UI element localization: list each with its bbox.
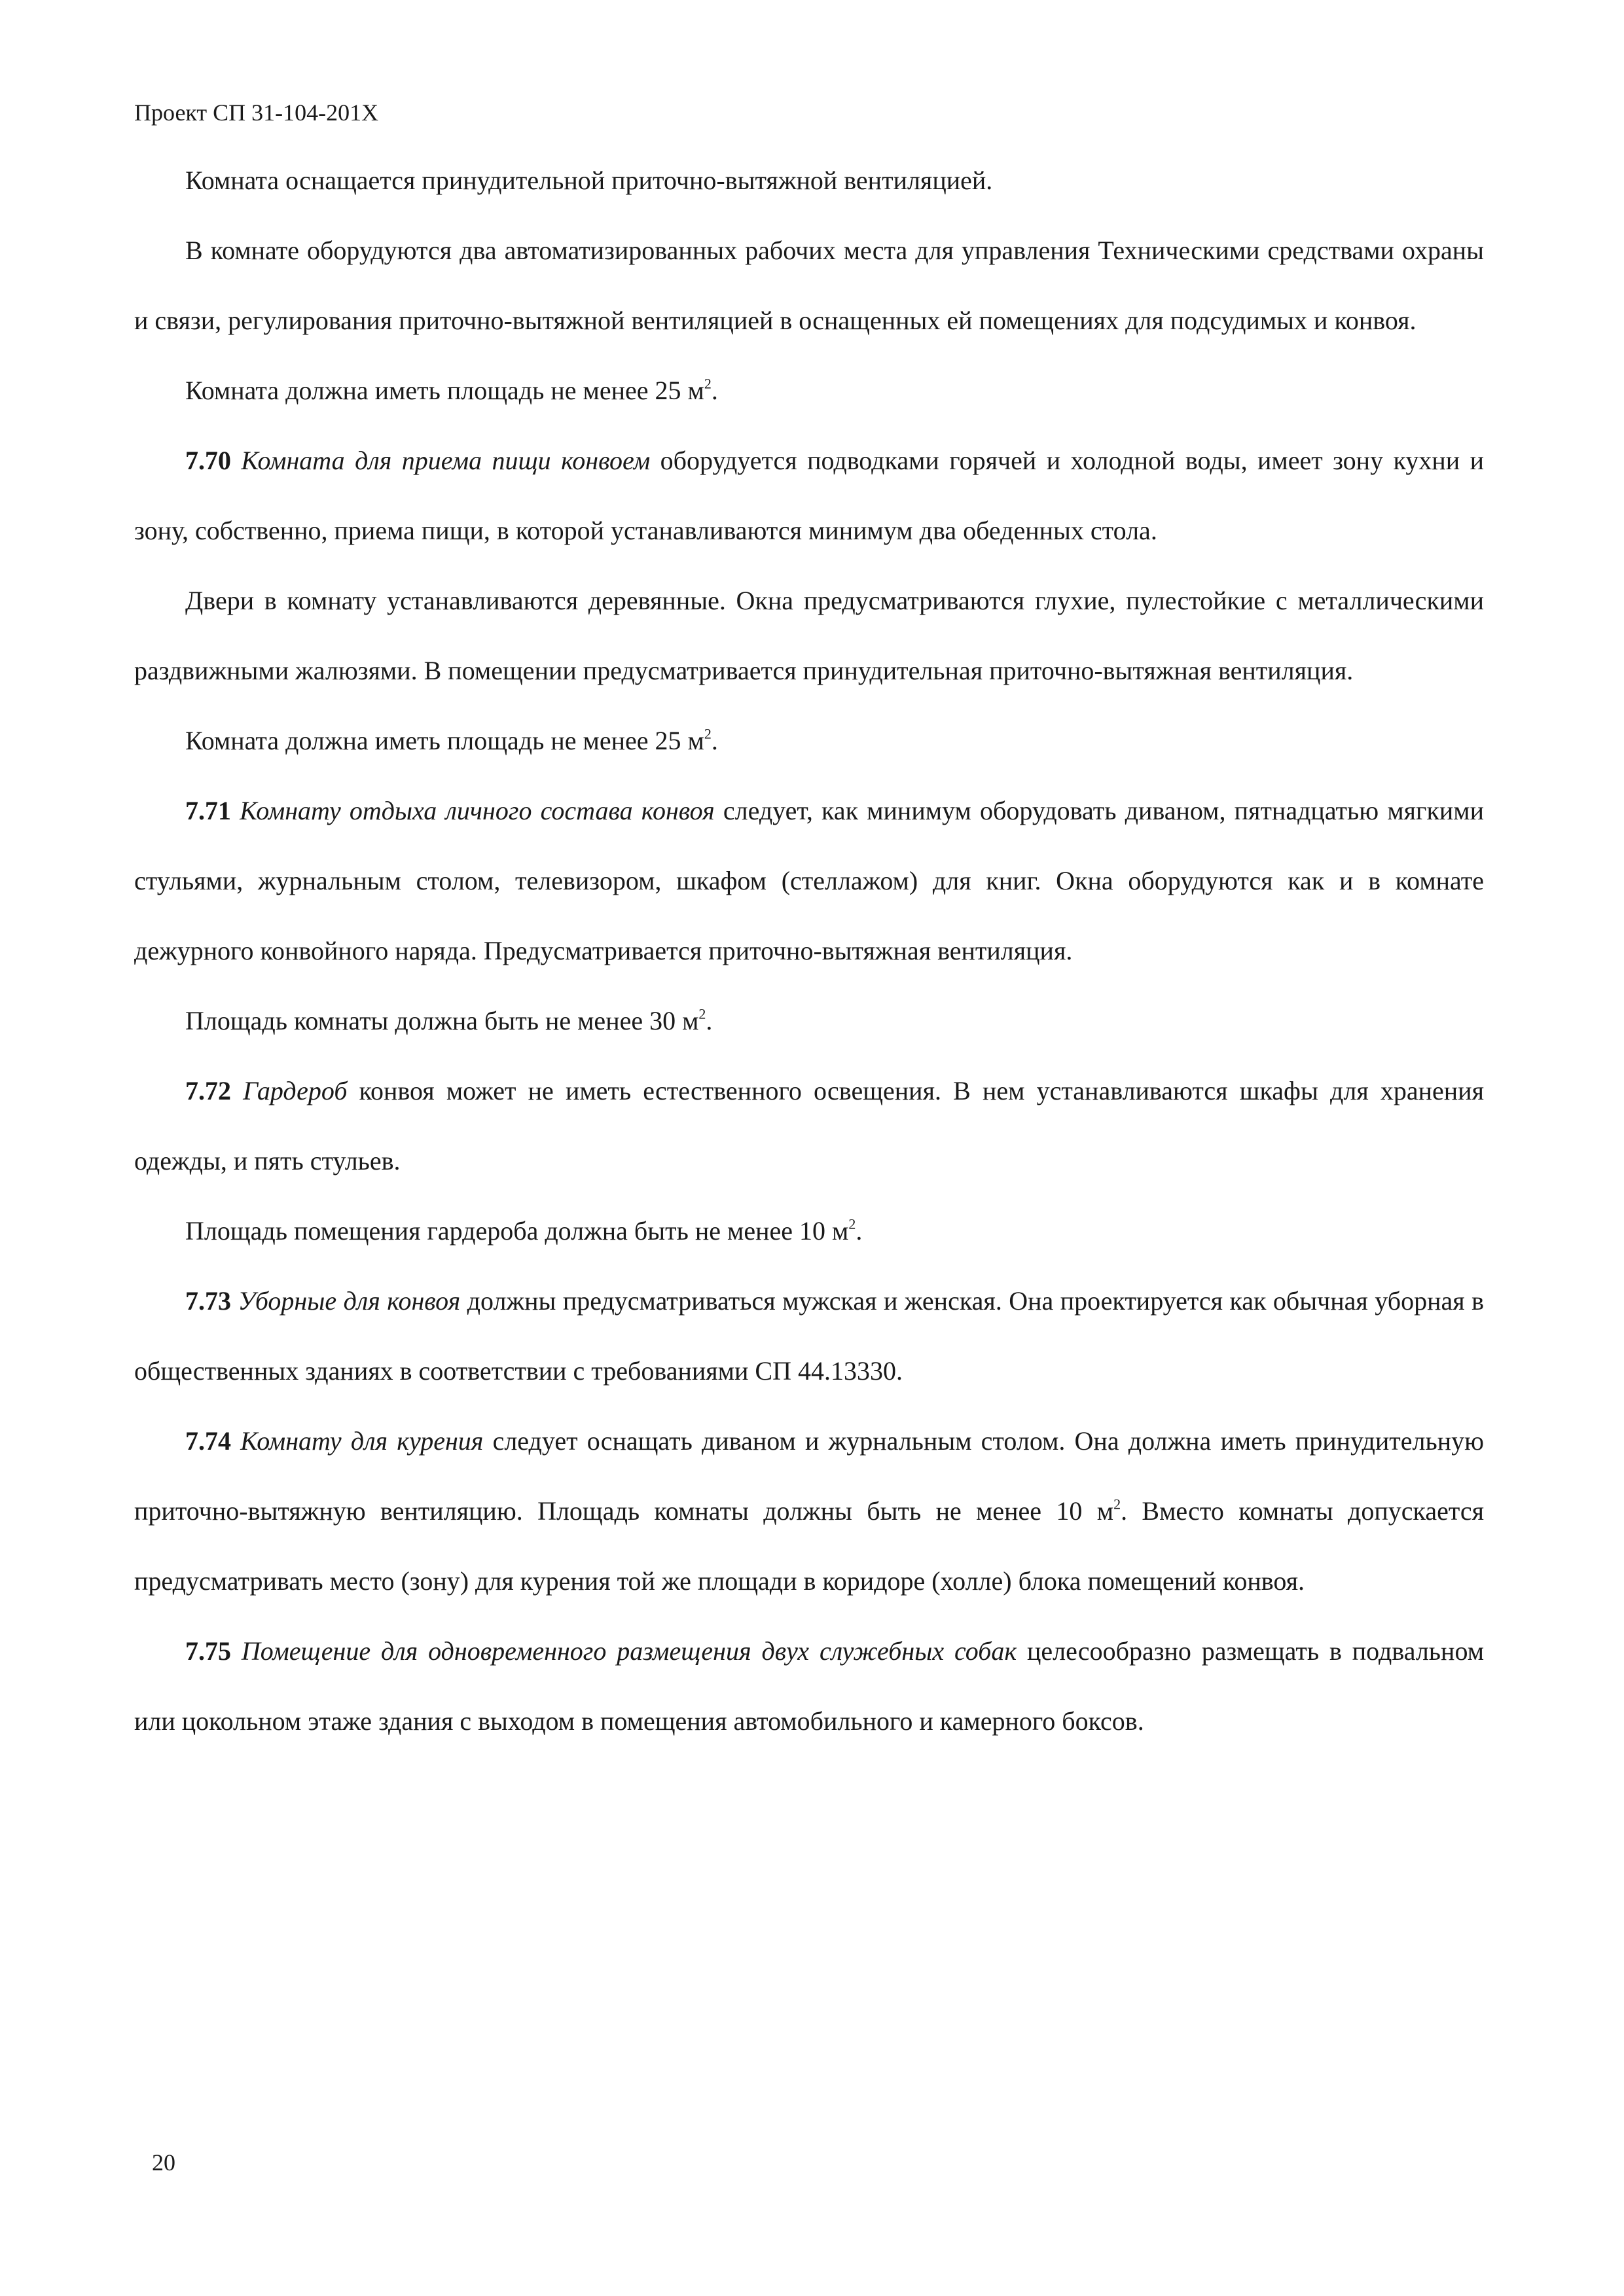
clause-number: 7.74 [185,1426,231,1456]
document-body [134,145,1484,1756]
paragraph-text: оборудуется подводками горячей и холодной воды, имеет зону кухни и зону, собственно, приема пищи, в которой устанавливаются минимум два обеденных стола. [134,446,1484,545]
clause-number: 7.70 [185,446,231,475]
clause-term: Гардероб [243,1076,348,1105]
paragraph-text: Комната оснащается принудительной приточно-вытяжной вентиляцией. [185,166,993,195]
clause-7-75 [134,1616,1484,1756]
clause-7-71 [134,776,1484,986]
clause-number: 7.73 [185,1286,231,1316]
paragraph-text: В комнате оборудуются два автоматизированных рабочих места для управления Техническими средствами охраны и связи, регулирования приточно-вытяжной вентиляцией в оснащенных ей помещениях для подсудимых и конвоя. [134,236,1484,335]
paragraph-text: должны предусматриваться мужская и женская. Она проектируется как обычная уборная в общественных зданиях в соответствии с требованиями СП 44.13330. [134,1286,1484,1386]
square-unit-superscript: 2 [698,1005,706,1022]
paragraph-text: Площадь помещения гардероба должна быть не менее 10 м [185,1216,849,1246]
square-unit-superscript: 2 [848,1215,856,1232]
paragraph-area-requirement [134,986,1484,1056]
clause-number: 7.71 [185,796,231,825]
clause-term: Уборные для конвоя [238,1286,461,1316]
paragraph-area-requirement [134,1196,1484,1266]
paragraph [134,215,1484,355]
clause-number: 7.72 [185,1076,231,1105]
paragraph-text: Площадь комнаты должна быть не менее 30 м [185,1006,699,1035]
paragraph-tail: . [706,1006,713,1035]
paragraph-text: Комната должна иметь площадь не менее 25 м [185,376,704,405]
clause-7-73 [134,1266,1484,1406]
paragraph-tail: . [711,376,718,405]
paragraph-text: Двери в комнату устанавливаются деревянные. Окна предусматриваются глухие, пулестойкие с металлическими раздвижными жалюзями. В помещении предусматривается принудительная приточно-вытяжная вентиляция. [134,586,1484,685]
paragraph-tail: . [856,1216,863,1246]
paragraph-text: следует, как минимум оборудовать диваном, пятнадцатью мягкими стульями, журнальным столом, телевизором, шкафом (стеллажом) для книг. Окна оборудуются как и в комнате дежурного конвойного наряда. Предусматривается приточно-вытяжная вентиляция. [134,796,1485,965]
clause-7-72 [134,1056,1484,1196]
square-unit-superscript: 2 [704,375,712,392]
paragraph [134,565,1484,706]
paragraph-area-requirement [134,706,1484,776]
clause-term: Комната для приема пищи конвоем [241,446,651,475]
clause-term: Помещение для одновременного размещения двух служебных собак [241,1636,1017,1666]
paragraph-tail: . Вместо комнаты допускается предусматривать место (зону) для курения той же площади в коридоре (холле) блока помещений конвоя. [134,1496,1484,1596]
clause-term: Комнату для курения [240,1426,484,1456]
square-unit-superscript: 2 [1113,1496,1121,1513]
paragraph-text: конвоя может не иметь естественного освещения. В нем устанавливаются шкафы для хранения одежды, и пять стульев. [134,1076,1484,1175]
paragraph-area-requirement [134,355,1484,425]
paragraph-tail: . [711,726,718,755]
clause-number: 7.75 [185,1636,231,1666]
clause-7-70 [134,425,1484,565]
square-unit-superscript: 2 [704,725,712,742]
paragraph-text: следует оснащать диваном и журнальным столом. Она должна иметь принудительную приточно-вытяжную вентиляцию. Площадь комнаты должны быть не менее 10 м [134,1426,1484,1526]
paragraph-text: целесообразно размещать в подвальном или цокольном этаже здания с выходом в помещения автомобильного и камерного боксов. [134,1636,1485,1736]
page-number: 20 [152,2149,175,2176]
paragraph [134,145,1484,215]
document-header: Проект СП 31-104-201Х [134,99,379,126]
clause-term: Комнату отдыха личного состава конвоя [240,796,715,825]
paragraph-text: Комната должна иметь площадь не менее 25 м [185,726,704,755]
clause-7-74 [134,1406,1484,1616]
